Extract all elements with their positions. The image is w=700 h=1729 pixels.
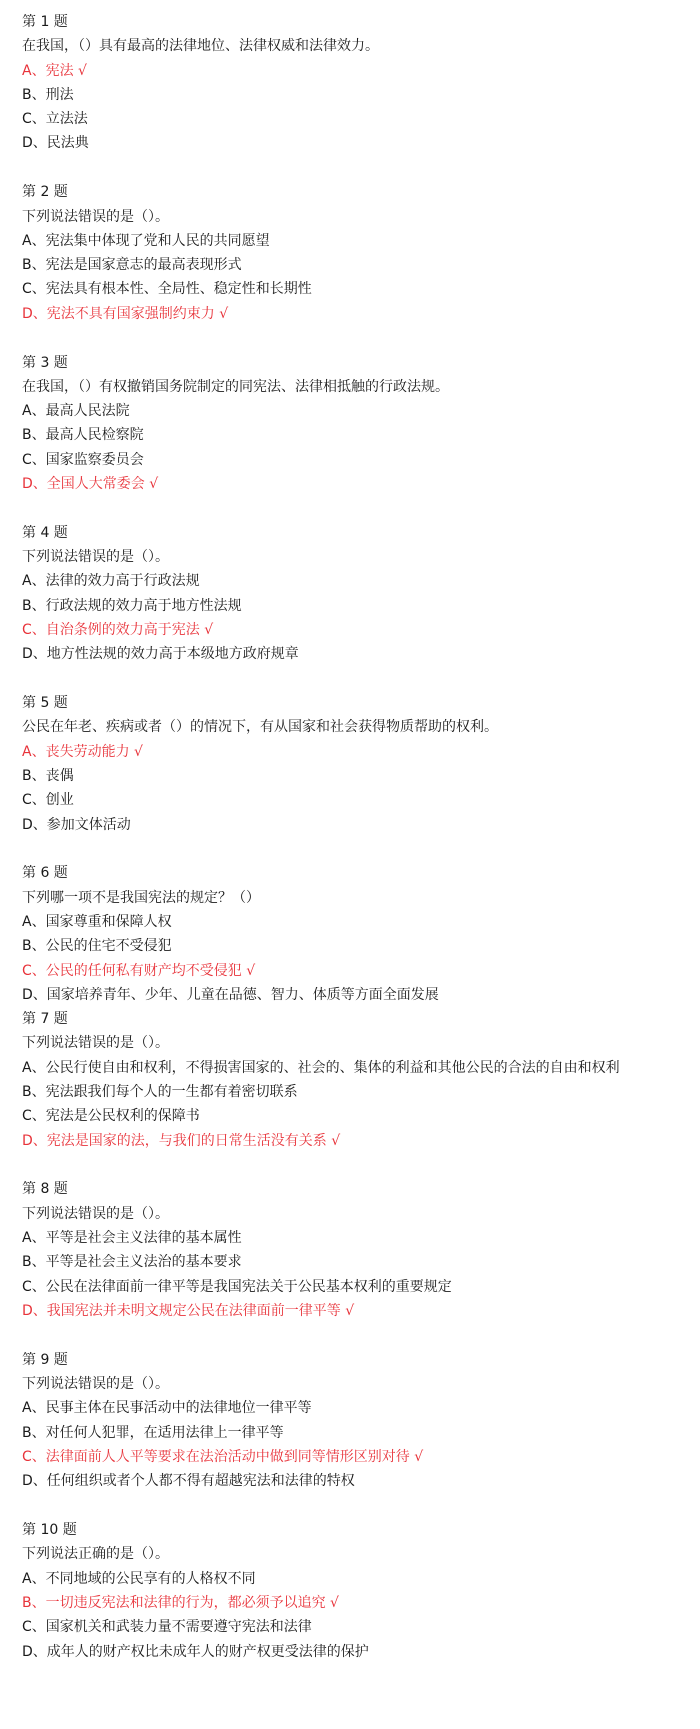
question-7 — [22, 1007, 700, 1153]
question-stem: 下列哪一项不是我国宪法的规定？（） — [22, 889, 260, 906]
option-a-correct: A、丧失劳动能力 √ — [22, 743, 143, 760]
question-stem: 下列说法错误的是（）。 — [22, 1035, 169, 1052]
question-6 — [22, 861, 700, 1007]
option-a-correct: A、宪法 √ — [22, 62, 87, 79]
option-a: A、不同地域的公民享有的人格权不同 — [22, 1570, 256, 1587]
question-stem: 下列说法错误的是（）。 — [22, 1205, 169, 1222]
option-b: B、公民的住宅不受侵犯 — [22, 938, 172, 955]
question-3 — [22, 351, 700, 497]
question-stem: 公民在年老、疾病或者（）的情况下，有从国家和社会获得物质帮助的权利。 — [22, 719, 498, 736]
option-d: D、民法典 — [22, 135, 89, 152]
option-d-correct: D、全国人大常委会 √ — [22, 476, 159, 493]
question-heading: 第 9 题 — [22, 1351, 68, 1368]
option-d: D、地方性法规的效力高于本级地方政府规章 — [22, 646, 299, 663]
option-d: D、成年人的财产权比未成年人的财产权更受法律的保护 — [22, 1643, 369, 1660]
option-c: C、公民在法律面前一律平等是我国宪法关于公民基本权利的重要规定 — [22, 1278, 452, 1295]
option-a: A、最高人民法院 — [22, 403, 130, 420]
option-d-correct: D、宪法是国家的法，与我们的日常生活没有关系 √ — [22, 1132, 341, 1149]
option-d: D、国家培养青年、少年、儿童在品德、智力、体质等方面全面发展 — [22, 986, 439, 1003]
option-c-correct: C、法律面前人人平等要求在法治活动中做到同等情形区别对待 √ — [22, 1448, 424, 1465]
question-stem: 下列说法错误的是（）。 — [22, 549, 169, 566]
option-d-correct: D、宪法不具有国家强制约束力 √ — [22, 305, 229, 322]
question-heading: 第 3 题 — [22, 354, 68, 371]
option-c-correct: C、自治条例的效力高于宪法 √ — [22, 622, 214, 639]
question-stem: 在我国，（）具有最高的法律地位、法律权威和法律效力。 — [22, 38, 379, 55]
option-b: B、刑法 — [22, 86, 74, 103]
question-heading: 第 7 题 — [22, 1011, 68, 1028]
option-b: B、行政法规的效力高于地方性法规 — [22, 597, 242, 614]
option-d: D、参加文体活动 — [22, 816, 131, 833]
question-10 — [22, 1518, 700, 1664]
question-stem: 在我国，（）有权撤销国务院制定的同宪法、法律相抵触的行政法规。 — [22, 378, 449, 395]
question-heading: 第 8 题 — [22, 1181, 68, 1198]
option-c: C、国家监察委员会 — [22, 451, 144, 468]
question-5 — [22, 691, 700, 837]
question-heading: 第 4 题 — [22, 524, 68, 541]
option-a: A、平等是社会主义法律的基本属性 — [22, 1230, 242, 1247]
option-a: A、民事主体在民事活动中的法律地位一律平等 — [22, 1400, 312, 1417]
question-stem: 下列说法错误的是（）。 — [22, 208, 169, 225]
question-stem: 下列说法错误的是（）。 — [22, 1376, 169, 1393]
question-2 — [22, 180, 700, 326]
question-1 — [22, 10, 700, 156]
question-4 — [22, 521, 700, 667]
option-a: A、宪法集中体现了党和人民的共同愿望 — [22, 232, 270, 249]
option-c-correct: C、公民的任何私有财产均不受侵犯 √ — [22, 962, 256, 979]
option-c: C、宪法具有根本性、全局性、稳定性和长期性 — [22, 281, 312, 298]
option-b: B、对任何人犯罪，在适用法律上一律平等 — [22, 1424, 284, 1441]
option-d-correct: D、我国宪法并未明文规定公民在法律面前一律平等 √ — [22, 1302, 355, 1319]
option-a: A、国家尊重和保障人权 — [22, 914, 172, 930]
option-b-correct: B、一切违反宪法和法律的行为，都必须予以追究 √ — [22, 1594, 339, 1611]
question-8 — [22, 1177, 700, 1323]
option-b: B、宪法是国家意志的最高表现形式 — [22, 257, 242, 274]
option-c: C、立法法 — [22, 111, 88, 128]
question-heading: 第 10 题 — [22, 1522, 77, 1539]
option-a: A、公民行使自由和权利，不得损害国家的、社会的、集体的利益和其他公民的合法的自由和权利 — [22, 1059, 620, 1076]
option-c: C、创业 — [22, 792, 74, 809]
option-b: B、宪法跟我们每个人的一生都有着密切联系 — [22, 1084, 298, 1101]
question-stem: 下列说法正确的是（）。 — [22, 1546, 169, 1563]
option-b: B、最高人民检察院 — [22, 427, 144, 444]
option-a: A、法律的效力高于行政法规 — [22, 573, 200, 590]
option-b: B、丧偶 — [22, 768, 74, 785]
question-heading: 第 2 题 — [22, 184, 68, 201]
option-d: D、任何组织或者个人都不得有超越宪法和法律的特权 — [22, 1473, 355, 1490]
question-heading: 第 1 题 — [22, 14, 68, 30]
question-heading: 第 5 题 — [22, 695, 68, 712]
option-b: B、平等是社会主义法治的基本要求 — [22, 1254, 242, 1271]
option-c: C、国家机关和武装力量不需要遵守宪法和法律 — [22, 1619, 312, 1636]
question-9 — [22, 1348, 700, 1494]
question-heading: 第 6 题 — [22, 865, 68, 882]
option-c: C、宪法是公民权利的保障书 — [22, 1108, 200, 1125]
